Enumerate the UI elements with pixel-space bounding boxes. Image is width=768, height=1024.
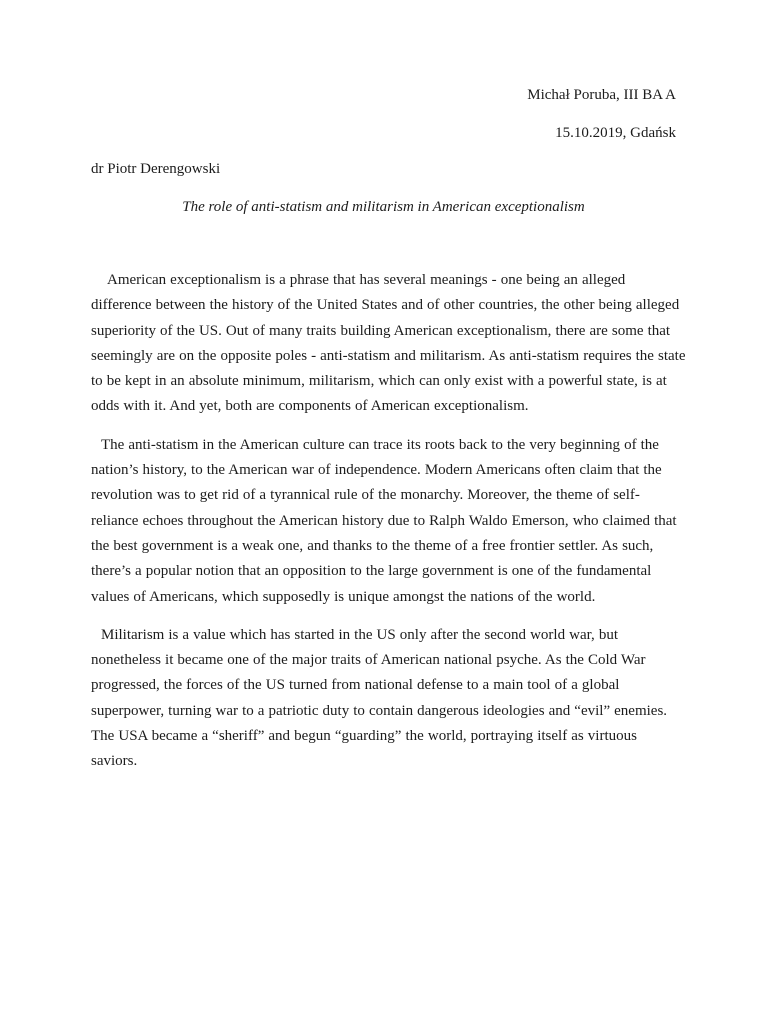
author-line: Michał Poruba, III BA A (527, 87, 676, 103)
paragraph-2: The anti-statism in the American culture can trace its roots back to the very beginning of the nation’s history, to the American war of independence. Modern Americans often claim that the revolution was to get rid of a tyrannical rule of the monarchy. Moreover, the theme of self-reliance echoes throughout the American history due to Ralph Waldo Emerson, who claimed that the best government is a weak one, and thanks to the theme of a free frontier settler. As such, there’s a popular notion that an opposition to the large government is one of the fundamental values of Americans, which supposedly is unique amongst the nations of the world. (91, 436, 677, 605)
essay-title: The role of anti-statism and militarism in American exceptionalism (182, 199, 585, 215)
paragraph-3: Militarism is a value which has started in the US only after the second world war, but nonetheless it became one of the major traits of American national psyche. As the Cold War progressed, the forces of the US turned from national defense to a main tool of a global superpower, turning war to a patriotic duty to contain dangerous ideologies and “evil” enemies. The USA became a “sheriff” and begun “guarding” the world, portraying itself as virtuous saviors. (91, 626, 668, 770)
date-place-line: 15.10.2019, Gdańsk (555, 125, 676, 141)
instructor-name: dr Piotr Derengowski (91, 161, 221, 177)
essay-body (91, 268, 686, 788)
paragraph-1: American exceptionalism is a phrase that has several meanings - one being an alleged difference between the history of the United States and of other countries, the other being alleged superiority of the US. Out of many traits building American exceptionalism, there are some that seemingly are on the opposite poles - anti-statism and militarism. As anti-statism requires the state to be kept in an absolute minimum, militarism, which can only exist with a powerful state, is at odds with it. And yet, both are components of American exceptionalism. (91, 272, 686, 415)
